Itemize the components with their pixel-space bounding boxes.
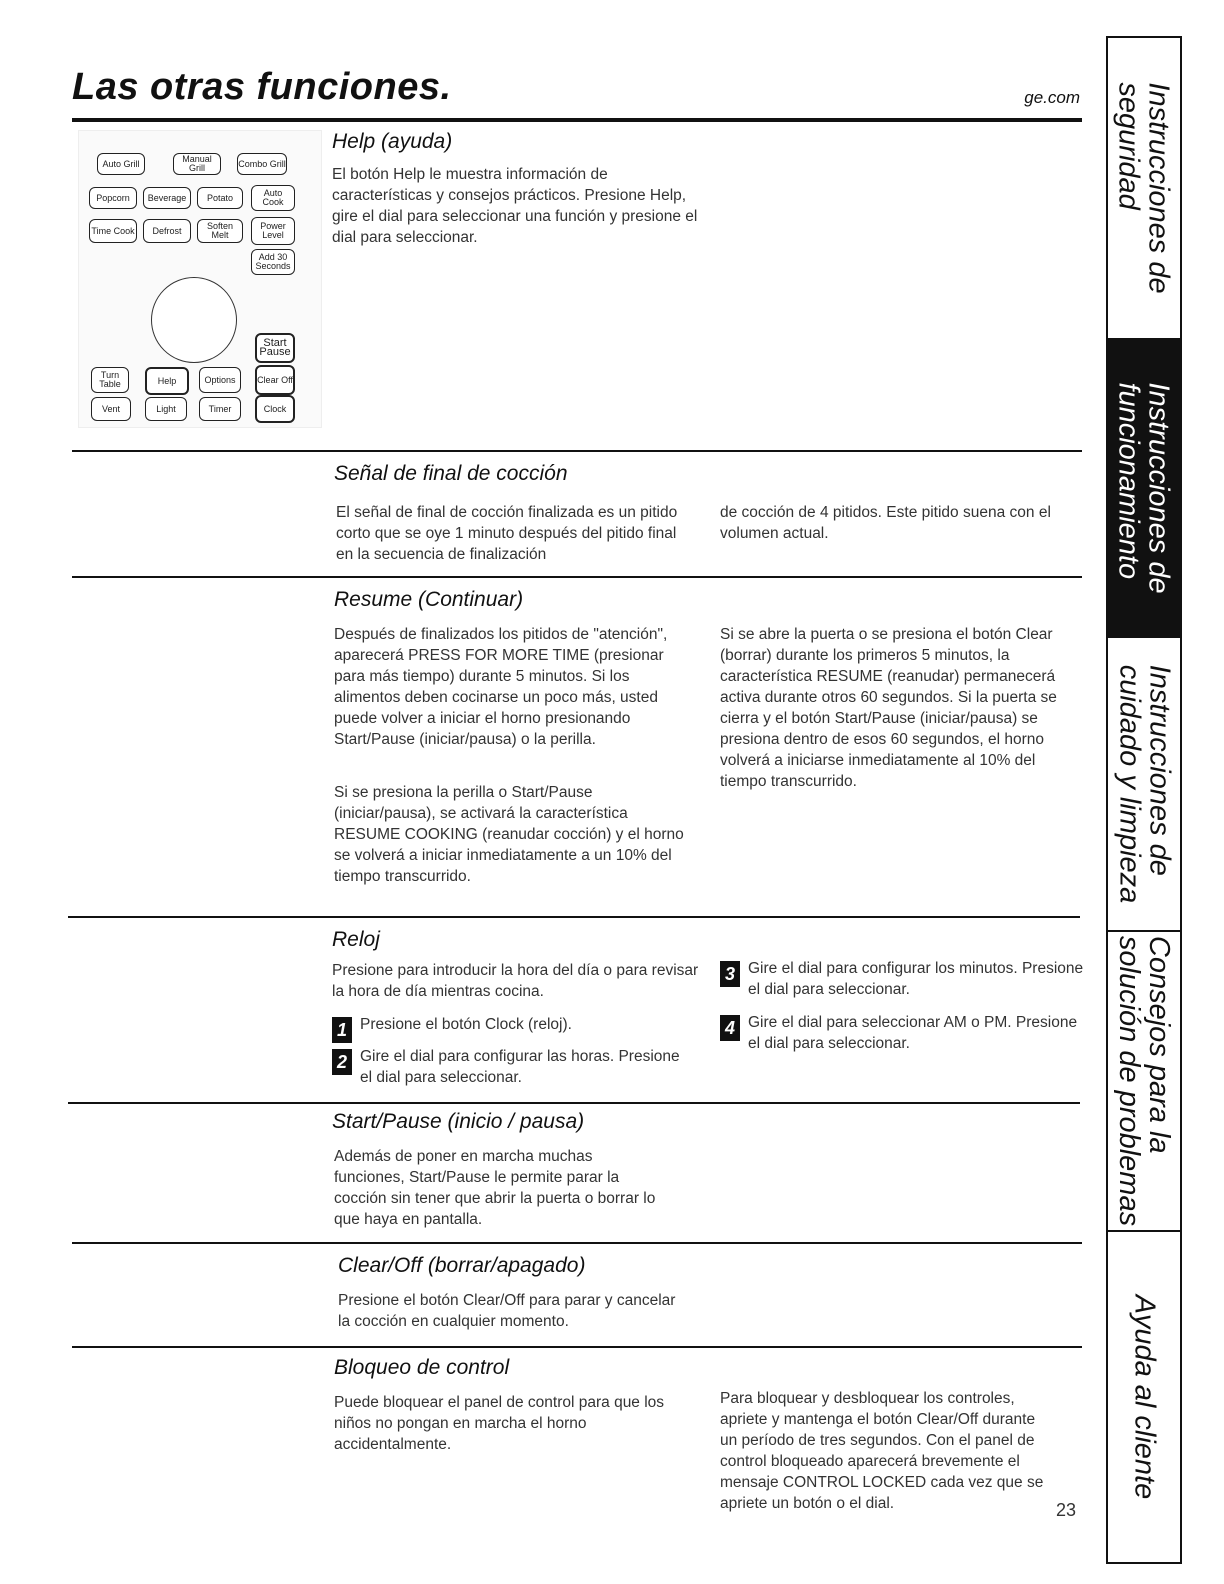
help-title: Help (ayuda) — [332, 130, 453, 153]
section-rule — [72, 576, 1082, 578]
time-cook-key: Time Cook — [89, 219, 137, 243]
clock-key: Clock — [255, 395, 295, 423]
clear-off-key: Clear Off — [255, 365, 295, 395]
help-text: El botón Help le muestra información de características y consejos prácticos. Presione Help, gire el dial para seleccionar una función y presione el dial para seleccionar. — [332, 166, 698, 246]
soften-melt-key: Soften Melt — [197, 219, 243, 243]
turn-table-key: Turn Table — [91, 367, 129, 393]
control-lock-title: Bloqueo de control — [334, 1356, 510, 1379]
control-dial — [151, 277, 237, 363]
clock-step — [332, 1046, 690, 1088]
popcorn-key: Popcorn — [89, 187, 137, 209]
tab-safety[interactable] — [1108, 38, 1180, 340]
power-level-key: Power Level — [251, 217, 295, 245]
tab-label: Instrucciones de — [1143, 382, 1176, 594]
control-lock-col2: Para bloquear y desbloquear los controles, apriete y mantenga el botón Clear/Off durante un período de tres segundos. Con el panel de control bloqueado aparecerá brevemente el mensaje CONTROL LOCKED cada vez que se apriete un botón o el dial. — [720, 1390, 1044, 1512]
clear-off-title: Clear/Off (borrar/apagado) — [338, 1254, 586, 1277]
tab-care-cleaning[interactable] — [1108, 638, 1180, 932]
auto-grill-key: Auto Grill — [97, 153, 145, 175]
section-rule — [72, 1242, 1082, 1244]
light-key: Light — [145, 397, 187, 421]
add-30-seconds-key: Add 30 Seconds — [251, 249, 295, 275]
step-text: Presione el botón Clock (reloj). — [360, 1016, 572, 1033]
clock-step — [332, 1014, 710, 1040]
resume-p3: Si se abre la puerta o se presiona el botón Clear (borrar) durante los primeros 5 minutos, la característica RESUME (reanudar) permanecerá activa durante otros 60 segundos. Si la puerta se cierra y el botón Start/Pause (iniciar/pausa) se presiona dentro de esos 60 segundos, el horno volverá a iniciarse inmediatamente al 10% del tiempo transcurrido. — [720, 626, 1057, 790]
step-text: Gire el dial para configurar las horas. Presione el dial para seleccionar. — [360, 1048, 680, 1086]
clock-step — [720, 958, 1088, 1000]
combo-grill-key: Combo Grill — [237, 153, 287, 175]
tab-operating[interactable] — [1108, 340, 1180, 638]
potato-key: Potato — [197, 187, 243, 209]
resume-title: Resume (Continuar) — [334, 588, 524, 611]
start-pause-text: Además de poner en marcha muchas funciones, Start/Pause le permite parar la cocción sin tener que abrir la puerta o borrar lo que haya en pantalla. — [334, 1148, 656, 1228]
tab-label: solución de problemas — [1113, 935, 1146, 1227]
tab-label: Instrucciones de — [1143, 82, 1176, 294]
timer-key: Timer — [199, 397, 241, 421]
tab-customer-help[interactable] — [1108, 1232, 1180, 1562]
section-rule — [68, 1102, 1080, 1104]
resume-p2: Si se presiona la perilla o Start/Pause (iniciar/pausa), se activará la característica RESUME COOKING (reanudar cocción) y el horno se volverá a iniciar inmediatamente a un 10% del tiempo transcurrido. — [334, 784, 684, 885]
clock-intro: Presione para introducir la hora del día o para revisar la hora de día mientras cocina. — [332, 962, 699, 1000]
control-lock-col1: Puede bloquear el panel de control para que los niños no pongan en marcha el horno accidentalmente. — [334, 1394, 665, 1453]
step-number: 1 — [332, 1017, 352, 1043]
options-key: Options — [199, 367, 241, 393]
vent-key: Vent — [91, 397, 131, 421]
tab-label: seguridad — [1113, 82, 1146, 210]
page-title: Las otras funciones. — [72, 66, 452, 108]
tab-label: Instrucciones de — [1143, 664, 1176, 876]
section-rule — [72, 1346, 1082, 1348]
tab-label: Consejos para la — [1143, 935, 1176, 1154]
section-rule — [68, 916, 1080, 918]
auto-cook-key: Auto Cook — [251, 185, 295, 211]
tab-label: cuidado y limpieza — [1113, 664, 1146, 904]
clock-title: Reloj — [332, 928, 380, 951]
start-pause-key: Start Pause — [255, 333, 295, 363]
section-rule — [72, 450, 1082, 452]
tab-label: Ayuda al cliente — [1128, 1294, 1160, 1500]
start-pause-title: Start/Pause (inicio / pausa) — [332, 1110, 585, 1133]
tab-troubleshooting[interactable] — [1108, 932, 1180, 1232]
end-signal-title: Señal de final de cocción — [334, 462, 568, 485]
step-number: 2 — [332, 1049, 352, 1075]
end-signal-col2: de cocción de 4 pitidos. Este pitido suena con el volumen actual. — [720, 504, 1051, 542]
step-number: 4 — [720, 1015, 740, 1041]
step-text: Gire el dial para configurar los minutos. Presione el dial para seleccionar. — [748, 960, 1084, 998]
page-number: 23 — [1056, 1500, 1077, 1520]
step-text: Gire el dial para seleccionar AM o PM. Presione el dial para seleccionar. — [748, 1014, 1078, 1052]
section-tabs — [1106, 36, 1182, 1564]
clear-off-text: Presione el botón Clear/Off para parar y cancelar la cocción en cualquier momento. — [338, 1292, 676, 1330]
tab-label: funcionamiento — [1113, 382, 1146, 580]
help-key: Help — [145, 367, 189, 395]
resume-p1: Después de finalizados los pitidos de "atención", aparecerá PRESS FOR MORE TIME (presionar para más tiempo) durante 5 minutos. Si los alimentos deben cocinarse un poco más, usted puede volver a iniciar el horno presionando Start/Pause (iniciar/pausa) o la perilla. — [334, 626, 668, 748]
site-url[interactable]: ge.com — [1024, 88, 1080, 107]
manual-grill-key: Manual Grill — [173, 153, 221, 175]
clock-step — [720, 1012, 1088, 1054]
beverage-key: Beverage — [143, 187, 191, 209]
control-panel-illustration — [78, 130, 322, 428]
end-signal-col1: El señal de final de cocción finalizada es un pitido corto que se oye 1 minuto después del pitido final en la secuencia de finalización — [336, 504, 678, 563]
header-rule — [72, 118, 1082, 122]
defrost-key: Defrost — [143, 219, 191, 243]
step-number: 3 — [720, 961, 740, 987]
